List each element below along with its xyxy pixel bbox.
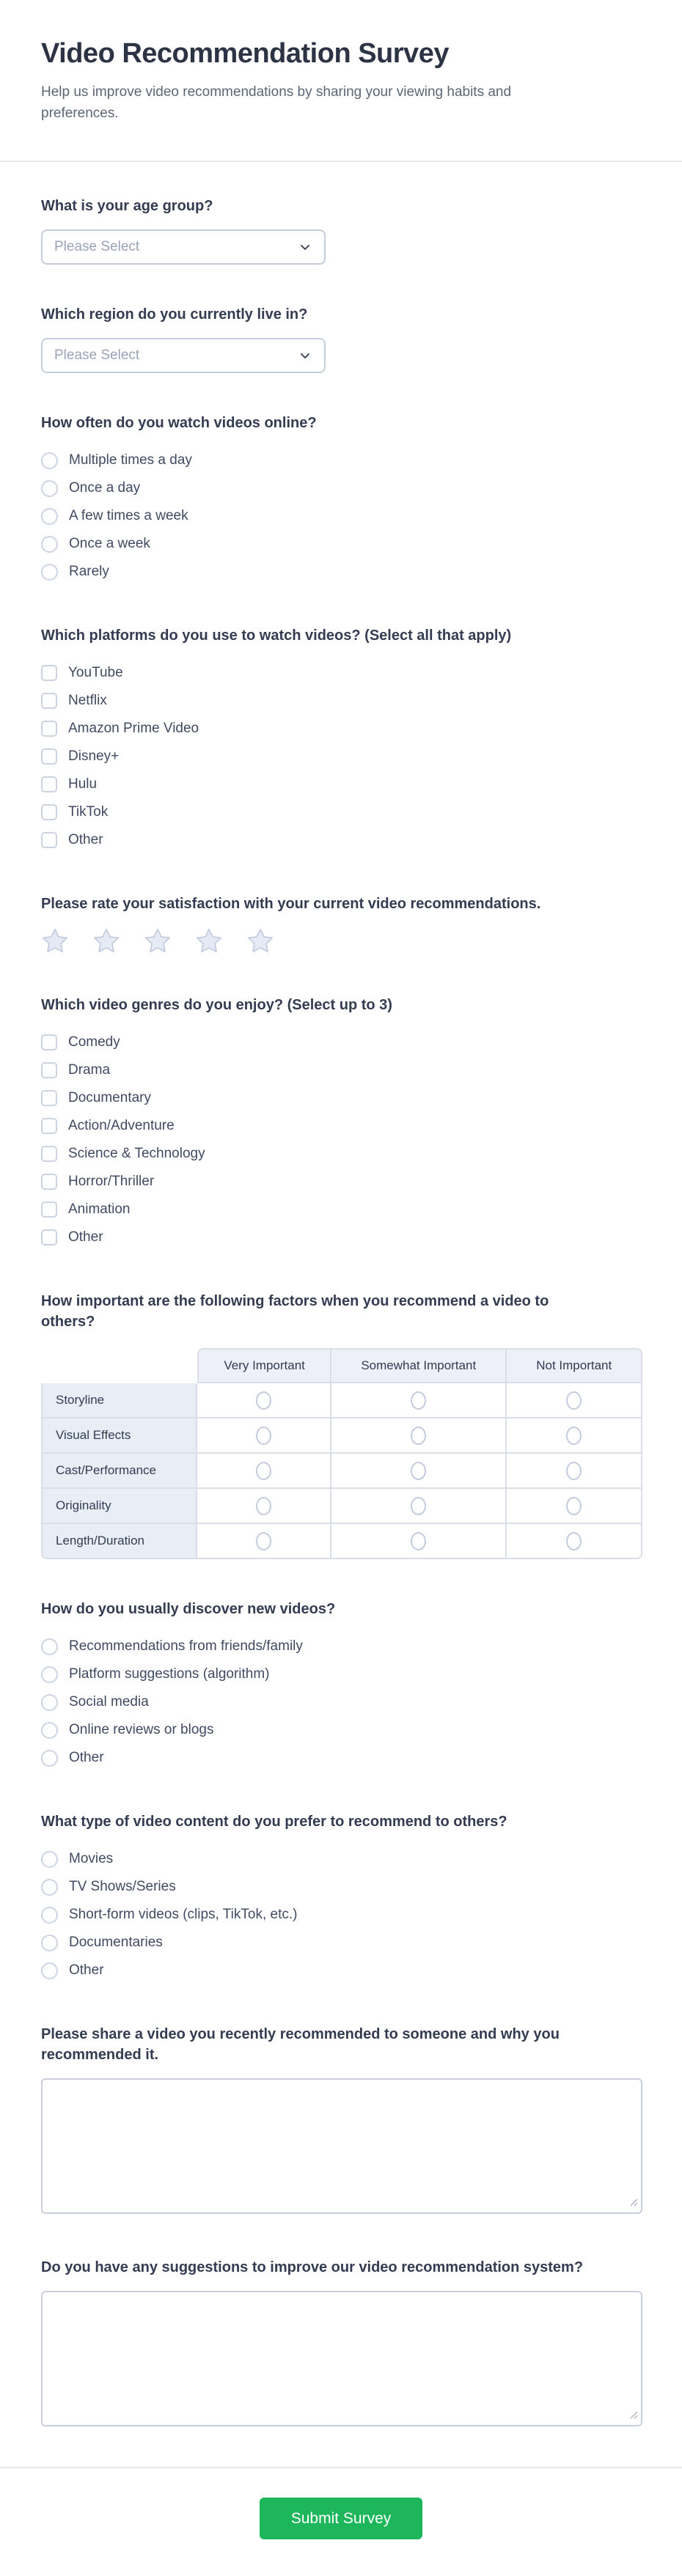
radio-option[interactable]: [41, 1873, 641, 1901]
radio-option[interactable]: [41, 1929, 641, 1957]
star-icon[interactable]: [246, 927, 274, 955]
checkbox-option[interactable]: [41, 1140, 641, 1168]
checkbox[interactable]: [41, 804, 57, 820]
radio-button[interactable]: [411, 1427, 426, 1445]
radio-button[interactable]: [566, 1391, 582, 1410]
matrix-cell-very-important: [197, 1418, 331, 1454]
select-placeholder: Please Select: [54, 347, 140, 363]
radio-option[interactable]: [41, 1688, 641, 1716]
radio-option[interactable]: [41, 1633, 641, 1660]
matrix-cell-very-important: [197, 1524, 331, 1559]
checkbox[interactable]: [41, 693, 57, 709]
matrix-row: [41, 1418, 642, 1454]
checkbox[interactable]: [41, 1118, 57, 1134]
radio-option-label[interactable]: A few times a week: [69, 508, 188, 523]
checkbox[interactable]: [41, 721, 57, 737]
question-label: How often do you watch videos online?: [41, 415, 317, 431]
checkbox[interactable]: [41, 1090, 57, 1106]
radio-button[interactable]: [41, 1907, 58, 1924]
radio-button[interactable]: [566, 1427, 582, 1445]
radio-button[interactable]: [41, 1666, 58, 1683]
radio-option-label[interactable]: Short-form videos (clips, TikTok, etc.): [69, 1907, 298, 1922]
matrix-row-label: Storyline: [41, 1383, 197, 1418]
radio-button[interactable]: [41, 1638, 58, 1655]
radio-option[interactable]: [41, 1660, 641, 1688]
star-rating: [41, 927, 641, 955]
radio-button[interactable]: [41, 1962, 58, 1979]
checkbox-option[interactable]: [41, 1223, 641, 1251]
matrix-row-label: Originality: [41, 1489, 197, 1524]
checkbox-group: [41, 659, 641, 854]
checkbox-option-label[interactable]: Other: [68, 1229, 103, 1245]
radio-group: [41, 1633, 641, 1772]
checkbox-option-label[interactable]: Amazon Prime Video: [68, 721, 199, 736]
question-suggestions: [41, 2257, 641, 2430]
star-icon[interactable]: [92, 927, 120, 955]
radio-button[interactable]: [41, 1694, 58, 1711]
matrix-column-header: Not Important: [507, 1348, 642, 1383]
radio-option[interactable]: [41, 474, 641, 502]
question-label: Do you have any suggestions to improve our video recommendation system?: [41, 2259, 584, 2275]
matrix-cell-not-important: [507, 1524, 642, 1559]
suggestions-textarea[interactable]: [41, 2291, 642, 2426]
matrix-row: [41, 1524, 642, 1559]
checkbox-option-label[interactable]: Netflix: [68, 693, 107, 708]
checkbox-option-label[interactable]: TikTok: [68, 804, 109, 820]
checkbox-option[interactable]: [41, 1028, 641, 1056]
checkbox-option-label[interactable]: Hulu: [68, 776, 98, 792]
checkbox[interactable]: [41, 1229, 57, 1245]
matrix-cell-not-important: [507, 1489, 642, 1524]
radio-group: [41, 1845, 641, 1984]
checkbox-option[interactable]: [41, 826, 641, 854]
checkbox-option[interactable]: [41, 1056, 641, 1084]
matrix-table: [41, 1348, 642, 1559]
matrix-row-label: Cast/Performance: [41, 1454, 197, 1489]
radio-button[interactable]: [411, 1462, 426, 1480]
radio-button[interactable]: [41, 1935, 58, 1951]
form-title: Video Recommendation Survey: [41, 38, 449, 69]
radio-button[interactable]: [256, 1532, 271, 1550]
radio-button[interactable]: [256, 1462, 271, 1480]
radio-button[interactable]: [41, 1879, 58, 1896]
matrix-column-header: Somewhat Important: [331, 1348, 507, 1383]
question-genres: [41, 995, 641, 1251]
question-label: How important are the following factors when you recommend a video to others?: [41, 1293, 549, 1330]
checkbox-option[interactable]: [41, 743, 641, 770]
radio-option-label[interactable]: Once a day: [69, 480, 141, 496]
question-label: Please rate your satisfaction with your current video recommendations.: [41, 896, 541, 912]
checkbox[interactable]: [41, 1146, 57, 1162]
radio-option-label[interactable]: Social media: [69, 1694, 149, 1710]
matrix-cell-somewhat-important: [331, 1489, 507, 1524]
radio-button[interactable]: [256, 1497, 271, 1515]
matrix-cell-very-important: [197, 1383, 331, 1418]
matrix-cell-somewhat-important: [331, 1383, 507, 1418]
radio-button[interactable]: [41, 1851, 58, 1868]
checkbox-option[interactable]: [41, 715, 641, 743]
resize-handle-icon[interactable]: [629, 2410, 638, 2423]
radio-button[interactable]: [256, 1427, 271, 1445]
radio-group: [41, 446, 641, 586]
checkbox-option[interactable]: [41, 770, 641, 798]
checkbox-option-label[interactable]: Drama: [68, 1062, 111, 1078]
matrix-cell-not-important: [507, 1454, 642, 1489]
matrix-row-label: Visual Effects: [41, 1418, 197, 1454]
chevron-down-icon: [298, 240, 312, 254]
checkbox-option[interactable]: [41, 798, 641, 826]
resize-handle-icon[interactable]: [629, 2197, 638, 2210]
matrix-cell-not-important: [507, 1383, 642, 1418]
radio-button[interactable]: [566, 1462, 582, 1480]
radio-option-label[interactable]: Movies: [69, 1851, 114, 1866]
radio-option-label[interactable]: Other: [69, 1962, 104, 1978]
checkbox-option[interactable]: [41, 1196, 641, 1223]
star-icon[interactable]: [41, 927, 69, 955]
form-footer: [0, 2468, 682, 2576]
radio-button[interactable]: [566, 1497, 582, 1515]
radio-option[interactable]: [41, 558, 641, 586]
form-header: [0, 0, 682, 161]
radio-option-label[interactable]: TV Shows/Series: [69, 1879, 176, 1894]
matrix-cell-very-important: [197, 1489, 331, 1524]
question-platforms: [41, 625, 641, 854]
checkbox-option[interactable]: [41, 687, 641, 715]
question-recent-recommendation: [41, 2024, 641, 2218]
radio-option-label[interactable]: Documentaries: [69, 1935, 163, 1950]
checkbox[interactable]: [41, 665, 57, 681]
checkbox[interactable]: [41, 776, 57, 792]
form-body: [0, 162, 682, 2467]
question-label: Please share a video you recently recommended to someone and why you recommended it.: [41, 2026, 560, 2063]
question-label: Which video genres do you enjoy? (Select up to 3): [41, 997, 392, 1013]
radio-button[interactable]: [41, 564, 58, 581]
radio-option[interactable]: [41, 1957, 641, 1984]
star-icon[interactable]: [195, 927, 223, 955]
chevron-down-icon: [298, 348, 312, 363]
region-select[interactable]: [41, 338, 326, 373]
checkbox-option-label[interactable]: Animation: [68, 1201, 131, 1217]
checkbox-option-label[interactable]: Science & Technology: [68, 1146, 205, 1161]
radio-button[interactable]: [566, 1532, 582, 1550]
textarea-wrapper: [41, 2078, 642, 2218]
question-label: What type of video content do you prefer to recommend to others?: [41, 1814, 507, 1830]
question-content-type: [41, 1811, 641, 1984]
question-watch-frequency: [41, 413, 641, 586]
radio-option-label[interactable]: Multiple times a day: [69, 452, 192, 468]
checkbox-option[interactable]: [41, 1084, 641, 1112]
matrix-corner-cell: [41, 1348, 197, 1383]
question-label: Which region do you currently live in?: [41, 306, 308, 323]
radio-option-label[interactable]: Online reviews or blogs: [69, 1722, 214, 1737]
question-discovery: [41, 1599, 641, 1772]
radio-option[interactable]: [41, 502, 641, 530]
matrix-row: [41, 1454, 642, 1489]
radio-button[interactable]: [41, 480, 58, 497]
checkbox[interactable]: [41, 1174, 57, 1190]
matrix-row-label: Length/Duration: [41, 1524, 197, 1559]
matrix-header-row: [41, 1348, 642, 1383]
radio-option[interactable]: [41, 530, 641, 558]
matrix-cell-somewhat-important: [331, 1454, 507, 1489]
textarea-wrapper: [41, 2291, 642, 2430]
question-label: What is your age group?: [41, 198, 213, 214]
matrix-cell-very-important: [197, 1454, 331, 1489]
radio-option-label[interactable]: Platform suggestions (algorithm): [69, 1666, 270, 1682]
matrix-row: [41, 1383, 642, 1418]
checkbox[interactable]: [41, 748, 57, 765]
checkbox-option-label[interactable]: Other: [68, 832, 103, 847]
checkbox[interactable]: [41, 1062, 57, 1078]
matrix-cell-somewhat-important: [331, 1418, 507, 1454]
matrix-cell-somewhat-important: [331, 1524, 507, 1559]
radio-button[interactable]: [41, 452, 58, 469]
matrix-column-header: Very Important: [197, 1348, 331, 1383]
checkbox-option-label[interactable]: Disney+: [68, 748, 120, 764]
question-satisfaction: [41, 894, 641, 955]
radio-button[interactable]: [411, 1391, 426, 1410]
radio-button[interactable]: [411, 1497, 426, 1515]
matrix-cell-not-important: [507, 1418, 642, 1454]
radio-button[interactable]: [41, 1722, 58, 1739]
radio-button[interactable]: [41, 508, 58, 525]
checkbox-option-label[interactable]: Horror/Thriller: [68, 1174, 155, 1189]
checkbox[interactable]: [41, 832, 57, 848]
radio-button[interactable]: [41, 1750, 58, 1767]
checkbox-option-label[interactable]: Documentary: [68, 1090, 151, 1105]
question-label: Which platforms do you use to watch videos? (Select all that apply): [41, 628, 512, 644]
radio-option[interactable]: [41, 1845, 641, 1873]
checkbox-option-label[interactable]: Action/Adventure: [68, 1118, 175, 1133]
age-group-select[interactable]: [41, 229, 326, 265]
radio-option[interactable]: [41, 1744, 641, 1772]
form-subtitle: Help us improve video recommendations by sharing your viewing habits and preferences.: [41, 84, 512, 121]
matrix-body: [41, 1383, 642, 1559]
submit-survey-button[interactable]: Submit Survey: [260, 2498, 422, 2539]
radio-option[interactable]: [41, 446, 641, 474]
checkbox-option-label[interactable]: Comedy: [68, 1034, 120, 1050]
radio-button[interactable]: [411, 1532, 426, 1550]
checkbox-option[interactable]: [41, 659, 641, 687]
checkbox-group: [41, 1028, 641, 1251]
checkbox[interactable]: [41, 1034, 57, 1050]
radio-option-label[interactable]: Recommendations from friends/family: [69, 1638, 303, 1654]
question-age-group: [41, 196, 641, 265]
radio-button[interactable]: [41, 536, 58, 553]
recent-recommendation-textarea[interactable]: [41, 2078, 642, 2214]
radio-option-label[interactable]: Rarely: [69, 564, 109, 579]
radio-option[interactable]: [41, 1901, 641, 1929]
star-icon[interactable]: [144, 927, 172, 955]
question-region: [41, 304, 641, 373]
radio-option[interactable]: [41, 1716, 641, 1744]
checkbox-option[interactable]: [41, 1112, 641, 1140]
radio-option-label[interactable]: Other: [69, 1750, 104, 1765]
checkbox-option-label[interactable]: YouTube: [68, 665, 123, 680]
select-placeholder: Please Select: [54, 239, 140, 254]
radio-button[interactable]: [256, 1391, 271, 1410]
question-importance-matrix: [41, 1291, 641, 1559]
radio-option-label[interactable]: Once a week: [69, 536, 150, 551]
question-label: How do you usually discover new videos?: [41, 1601, 336, 1617]
checkbox-option[interactable]: [41, 1168, 641, 1196]
matrix-row: [41, 1489, 642, 1524]
checkbox[interactable]: [41, 1201, 57, 1218]
